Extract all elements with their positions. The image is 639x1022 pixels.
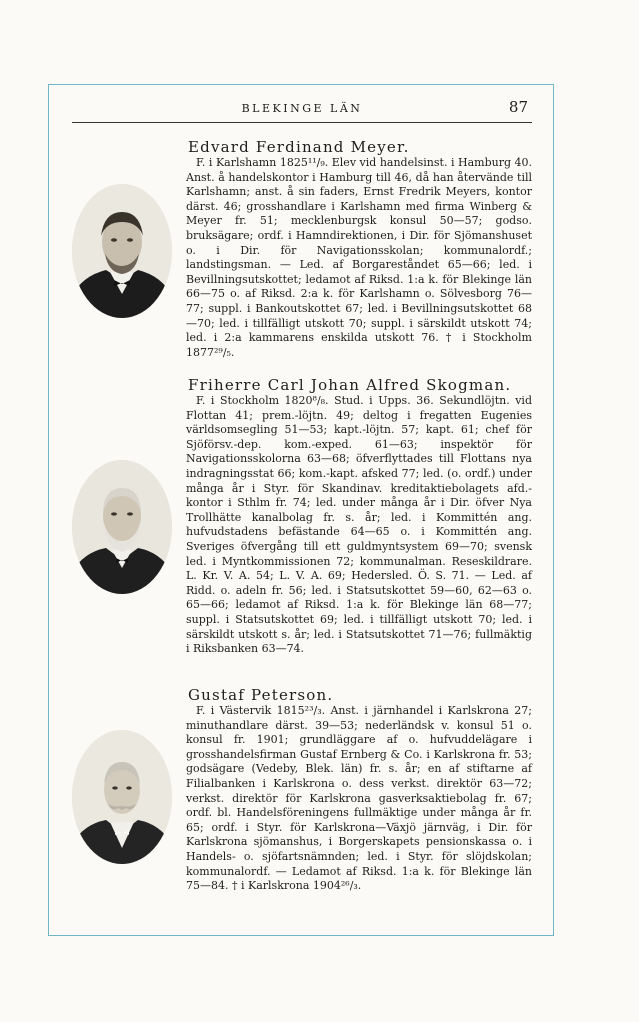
entry-biography <box>186 394 532 657</box>
biography-entry <box>72 686 532 920</box>
biography-text: F. i Karlshamn 1825¹¹/₉. Elev vid handelsinst. i Hamburg 40. Anst. å handelskontor i Hamburg till 46, då han återvände till Karlshamn; anst. å sin faders, Ernst Fredrik Meyers, kontor därst. 46; grosshandlare i Karlshamn med firma Winberg & Meyer fr. 51; mecklenburgsk konsul 50—57; godsо. bruksägare; ordf. i Hamndirektionen, i Dir. för Sjömanshuset o. i Dir. för Navigationsskolan; kommunalordf.; landstingsman. — Led. af Borgareståndet 65—66; led. i Bevillningsutskottet; ledamot af Riksd. 1:a k. för Blekinge län 66—75 o. af Riksd. 2:a k. för Karlshamn o. Sölvesborg 76—77; suppl. i Bankoutskottet 67; led. i Bevillningsutskottet 68—70; led. i tillfälligt utskott 70; suppl. i särskildt utskott 74; led. i 2:a kammarens enskilda utskott 76. † i Stockholm 1877²⁹/₅. <box>186 156 532 359</box>
running-head: BLEKINGE LÄN <box>241 102 363 115</box>
entry-name: Gustaf Peterson. <box>188 686 334 704</box>
page-header <box>72 96 532 123</box>
entry-biography <box>186 704 532 894</box>
entry-name: Friherre Carl Johan Alfred Skogman. <box>188 376 512 394</box>
biography-entry <box>72 376 532 682</box>
portrait-photo <box>72 460 172 594</box>
entry-name: Edvard Ferdinand Meyer. <box>188 138 410 156</box>
entry-biography <box>186 156 532 360</box>
portrait-photo <box>72 184 172 318</box>
biography-text: F. i Västervik 1815²³/₃. Anst. i järnhandel i Karlskrona 27; minuthandlare därst. 39—53; nederländsk v. konsul 51 o. konsul fr. 1901; grundläggare af o. hufvuddelägare i grosshandelsfirman Gustaf Ernberg & Co. i Karlskrona fr. 53; godsägare (Vedeby, Blek. län) fr. s. år; en af stiftarne af Filialbanken i Karlskrona o. dess verkst. direktör 63—72; verkst. direktör för Karlskrona gasverksaktiebolag fr. 67; ordf. bl. Handelsföreningens fullmäktige under många år fr. 65; ordf. i Styr. för Karlskrona—Växjö järnväg, i Dir. för Karlskrona sjömanshus, i Borgerskapets pensionskassa o. i Handels- o. sjöfartsnämnden; led. i Styr. för slöjdskolan; kommunalordf. — Ledamot af Riksd. 1:a k. för Blekinge län 75—84. † i Karlskrona 1904²⁶/₃. <box>186 704 532 893</box>
biography-entry <box>72 138 532 368</box>
page-number: 87 <box>508 98 528 116</box>
portrait-photo <box>72 730 172 864</box>
biography-text: F. i Stockholm 1820⁸/₈. Stud. i Upps. 36. Sekundlöjtn. vid Flottan 41; prem.-löjtn. 49; deltog i fregatten Eugenies världsomsegling 51—53; kapt.-löjtn. 57; kapt. 61; chef för Sjöförsv.-dep. kom.-exped. 61—63; inspektör för Navigationsskolorna 63—68; öfverflyttades till Flottans nya indragningsstat 66; kom.-kapt. afsked 77; led. (o. ordf.) under många år i Styr. för Skandinav. kreditaktiebolagets afd.-kontor i Sthlm fr. 74; led. under många år i Dir. öfver Nya Trollhätte kanalbolag fr. s. år; led. i Kommittén ang. hufvudstadens befästande 64—65 o. i Kommittén ang. Sveriges öfvergång till ett guldmyntsystem 69—70; svensk led. i Myntkommissionen 72; kommunalman. Reseskildrare. L. Kr. V. A. 54; L. V. A. 69; Hedersled. Ö. S. 71. — Led. af Ridd. o. adeln fr. 56; led. i Statsutskottet 59—60, 62—63 o. 65—66; ledamot af Riksd. 1:a k. för Blekinge län 68—77; suppl. i Statsutskottet 69; led. i tillfälligt utskott 70; led. i särskildt utskott s. år; led. i Statsutskottet 71—76; fullmäktig i Riksbanken 63—74. <box>186 394 532 656</box>
